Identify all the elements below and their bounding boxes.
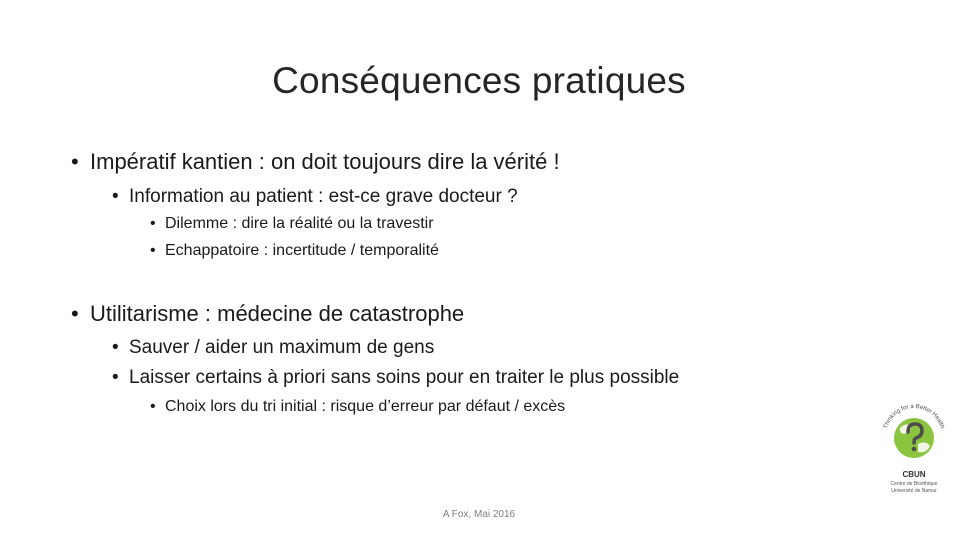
logo-subtitle: Centre de Bioéthique <box>890 481 938 487</box>
slide-title: Conséquences pratiques <box>272 60 686 101</box>
bullet-item <box>112 366 680 390</box>
logo-arc-textpath: Thinking for a Better Health <box>883 403 945 430</box>
bullet-item <box>150 214 434 234</box>
bullet-marker: • <box>71 301 79 326</box>
bullet-text: Utilitarisme : médecine de catastrophe <box>90 301 465 326</box>
bullet-item <box>71 148 560 176</box>
bullet-marker: • <box>112 186 119 207</box>
bullet-marker: • <box>112 337 119 358</box>
bullet-item <box>112 336 435 360</box>
bullet-marker: • <box>112 367 119 388</box>
bullet-marker: • <box>150 398 156 415</box>
globe-question-mark-icon <box>872 392 956 470</box>
bullet-text: Echappatoire : incertitude / temporalité <box>165 242 439 259</box>
bullet-marker: • <box>150 242 156 259</box>
bullet-item <box>150 241 439 261</box>
bullet-text: Dilemme : dire la réalité ou la travestir <box>165 215 434 232</box>
logo-subtitle: Université de Namur <box>891 488 937 494</box>
slide-footer: A Fox, Mai 2016 <box>442 509 516 520</box>
bullet-text: Impératif kantien : on doit toujours dire la vérité ! <box>90 149 560 174</box>
logo-name: CBUN <box>902 470 926 479</box>
bullet-text: Sauver / aider un maximum de gens <box>129 337 435 358</box>
bullet-item <box>150 397 566 417</box>
bullet-marker: • <box>71 149 79 174</box>
bullet-marker: • <box>150 215 156 232</box>
bullet-text: Information au patient : est-ce grave docteur ? <box>129 186 518 207</box>
cbun-logo <box>872 392 956 520</box>
bullet-item <box>71 300 465 328</box>
bullet-item <box>112 185 518 209</box>
bullet-text: Choix lors du tri initial : risque d’erreur par défaut / excès <box>165 398 566 415</box>
bullet-text: Laisser certains à priori sans soins pour en traiter le plus possible <box>129 367 680 388</box>
